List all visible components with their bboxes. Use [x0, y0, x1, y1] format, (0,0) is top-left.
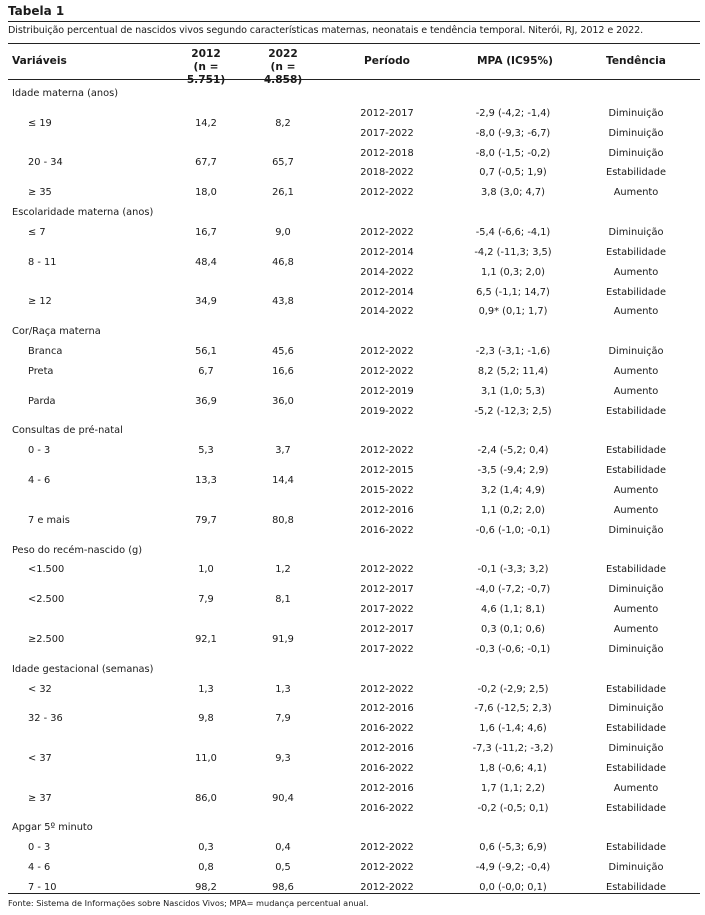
trend-mpa: 1,1 (0,3; 2,0) [481, 266, 545, 278]
trend-mpa: 3,8 (3,0; 4,7) [481, 187, 545, 199]
header-2022 [252, 48, 314, 87]
trend-mpa: -0,2 (-0,5; 0,1) [477, 802, 549, 814]
trend-mpa: -7,3 (-11,2; -3,2) [472, 743, 554, 755]
trend-direction: Diminuição [608, 862, 664, 874]
trend-period: 2016-2022 [360, 524, 414, 536]
trend-direction: Aumento [613, 187, 659, 199]
trend-mpa: -0,3 (-0,6; -0,1) [475, 643, 551, 655]
trend-direction: Estabilidade [606, 246, 666, 258]
value-2012: 48,4 [195, 256, 217, 268]
header-periodo: Período [364, 55, 410, 67]
category-label: < 32 [28, 683, 52, 695]
group-label: Idade materna (anos) [12, 88, 119, 99]
value-2022: 43,8 [272, 296, 294, 308]
value-2022: 16,6 [272, 365, 294, 377]
trend-direction: Estabilidade [606, 842, 666, 854]
value-2012: 0,8 [198, 862, 214, 874]
trend-mpa: -0,1 (-3,3; 3,2) [477, 564, 549, 576]
category-label: 7 e mais [28, 514, 70, 526]
table-footnote: Fonte: Sistema de Informações sobre Nascidos Vivos; MPA= mudança percentual anual. [8, 898, 369, 908]
trend-mpa: -2,3 (-3,1; -1,6) [475, 346, 551, 358]
trend-mpa: 0,6 (-5,3; 6,9) [479, 842, 547, 854]
trend-mpa: -8,0 (-9,3; -6,7) [475, 127, 551, 139]
group-label: Consultas de pré-natal [12, 425, 123, 437]
group-label: Idade gestacional (semanas) [12, 663, 154, 675]
category-label: 0 - 3 [28, 445, 51, 457]
trend-period: 2012-2022 [360, 564, 414, 576]
category-label: Preta [28, 365, 54, 377]
trend-direction: Estabilidade [606, 167, 666, 179]
value-2012: 79,7 [195, 514, 217, 526]
trend-direction: Estabilidade [606, 802, 666, 814]
trend-period: 2012-2017 [360, 107, 414, 119]
trend-period: 2012-2015 [360, 465, 414, 477]
trend-period: 2015-2022 [360, 485, 414, 496]
header-2022-n: (n = [270, 61, 296, 73]
value-2012: 67,7 [195, 157, 217, 169]
category-label: Branca [28, 346, 63, 358]
value-2012: 9,8 [198, 713, 214, 725]
trend-direction: Diminuição [608, 524, 664, 536]
group-label: Peso do recém-nascido (g) [12, 544, 143, 556]
trend-mpa: 6,5 (-1,1; 14,7) [476, 286, 550, 298]
trend-direction: Aumento [613, 782, 659, 794]
value-2012: 11,0 [195, 752, 217, 764]
header-2012 [176, 48, 236, 87]
value-2012: 92,1 [195, 633, 217, 645]
header-top-rule [8, 43, 700, 44]
category-label: 0 - 3 [28, 842, 51, 854]
category-label: ≥ 12 [28, 296, 52, 308]
trend-direction: Diminuição [608, 107, 664, 119]
value-2022: 3,7 [275, 445, 291, 457]
header-bottom-rule [8, 79, 700, 80]
table-caption: Distribuição percentual de nascidos vivos segundo características maternas, neonatais e tendência temporal. Niterói, RJ, 2012 e 2022. [8, 25, 644, 36]
trend-direction: Estabilidade [606, 405, 666, 417]
trend-direction: Estabilidade [606, 564, 666, 576]
value-2012: 6,7 [198, 365, 214, 377]
value-2012: 1,0 [198, 564, 214, 576]
trend-period: 2012-2022 [360, 226, 414, 238]
header-tendencia: Tendência [606, 55, 666, 67]
trend-direction: Aumento [613, 504, 659, 516]
trend-mpa: -4,0 (-7,2; -0,7) [475, 584, 551, 596]
table-label: Tabela 1 [8, 4, 65, 18]
trend-mpa: -2,4 (-5,2; 0,4) [477, 445, 549, 457]
value-2022: 1,3 [275, 683, 291, 695]
trend-direction: Diminuição [608, 147, 664, 159]
value-2012: 0,3 [198, 842, 214, 854]
trend-period: 2012-2014 [360, 246, 414, 258]
trend-direction: Estabilidade [606, 286, 666, 298]
trend-period: 2012-2022 [360, 365, 414, 377]
trend-mpa: -0,6 (-1,0; -0,1) [475, 524, 551, 536]
trend-mpa: -3,5 (-9,4; 2,9) [477, 465, 549, 477]
value-2022: 65,7 [272, 157, 294, 169]
trend-direction: Aumento [613, 623, 659, 635]
value-2012: 86,0 [195, 792, 217, 804]
value-2012: 7,9 [198, 594, 214, 606]
trend-mpa: 0,0 (-0,0; 0,1) [479, 882, 547, 893]
trend-direction: Estabilidade [606, 465, 666, 477]
trend-period: 2012-2018 [360, 147, 414, 159]
trend-period: 2016-2022 [360, 723, 414, 735]
trend-mpa: 3,2 (1,4; 4,9) [481, 485, 545, 496]
value-2022: 9,0 [275, 226, 291, 238]
value-2022: 9,3 [275, 752, 291, 764]
header-2012-n: (n = [193, 61, 219, 73]
trend-mpa: -4,9 (-9,2; -0,4) [475, 862, 551, 874]
value-2022: 8,1 [275, 594, 291, 606]
trend-period: 2012-2017 [360, 623, 414, 635]
trend-period: 2012-2017 [360, 584, 414, 596]
header-2012-year: 2012 [191, 48, 221, 60]
value-2022: 1,2 [275, 564, 291, 576]
value-2022: 0,5 [275, 862, 291, 874]
category-label: 7 - 10 [28, 882, 57, 893]
category-label: ≤ 7 [28, 226, 46, 238]
trend-direction: Diminuição [608, 743, 664, 755]
trend-mpa: -2,9 (-4,2; -1,4) [475, 107, 551, 119]
value-2012: 14,2 [195, 117, 217, 129]
trend-mpa: 1,6 (-1,4; 4,6) [479, 723, 547, 735]
group-label: Escolaridade materna (anos) [12, 207, 154, 219]
trend-period: 2012-2022 [360, 862, 414, 874]
trend-mpa: -0,2 (-2,9; 2,5) [477, 683, 549, 695]
trend-direction: Diminuição [608, 127, 664, 139]
category-label: < 37 [28, 752, 52, 764]
trend-mpa: 0,7 (-0,5; 1,9) [479, 167, 547, 179]
trend-mpa: -5,4 (-6,6; -4,1) [475, 226, 551, 238]
value-2012: 56,1 [195, 346, 217, 358]
value-2012: 13,3 [195, 475, 217, 487]
trend-period: 2012-2016 [360, 782, 414, 794]
trend-direction: Diminuição [608, 346, 664, 358]
category-label: ≥ 37 [28, 792, 52, 804]
header-2022-year: 2022 [268, 48, 298, 60]
trend-mpa: 1,1 (0,2; 2,0) [481, 504, 545, 516]
trend-mpa: -8,0 (-1,5; -0,2) [475, 147, 551, 159]
top-rule [8, 21, 700, 22]
trend-period: 2016-2022 [360, 762, 414, 774]
trend-direction: Aumento [613, 266, 659, 278]
trend-mpa: -7,6 (-12,5; 2,3) [474, 703, 552, 715]
trend-direction: Estabilidade [606, 445, 666, 457]
trend-mpa: 4,6 (1,1; 8,1) [481, 604, 545, 616]
category-label: <1.500 [28, 564, 65, 576]
value-2022: 45,6 [272, 346, 294, 358]
trend-period: 2016-2022 [360, 802, 414, 814]
trend-direction: Diminuição [608, 643, 664, 655]
trend-period: 2017-2022 [360, 604, 414, 616]
value-2012: 98,2 [195, 882, 217, 893]
trend-direction: Diminuição [608, 584, 664, 596]
trend-period: 2012-2022 [360, 346, 414, 358]
value-2022: 46,8 [272, 256, 294, 268]
value-2012: 36,9 [195, 395, 217, 407]
value-2022: 8,2 [275, 117, 291, 129]
value-2022: 26,1 [272, 187, 294, 199]
trend-period: 2017-2022 [360, 127, 414, 139]
trend-mpa: 3,1 (1,0; 5,3) [481, 385, 545, 397]
trend-direction: Estabilidade [606, 762, 666, 774]
trend-period: 2012-2022 [360, 882, 414, 893]
trend-period: 2012-2016 [360, 703, 414, 715]
trend-period: 2012-2022 [360, 683, 414, 695]
value-2022: 36,0 [272, 395, 294, 407]
category-label: ≥2.500 [28, 633, 65, 645]
group-label: Cor/Raça materna [12, 326, 101, 338]
trend-period: 2012-2019 [360, 385, 414, 397]
trend-period: 2019-2022 [360, 405, 414, 417]
table-bottom-rule [8, 893, 700, 894]
trend-mpa: -4,2 (-11,3; 3,5) [474, 246, 552, 258]
trend-mpa: 8,2 (5,2; 11,4) [477, 365, 549, 377]
value-2022: 90,4 [272, 792, 294, 804]
category-label: 4 - 6 [28, 862, 51, 874]
value-2012: 1,3 [198, 683, 214, 695]
trend-period: 2014-2022 [360, 266, 414, 278]
trend-direction: Estabilidade [606, 683, 666, 695]
value-2022: 14,4 [272, 475, 294, 487]
category-label: ≤ 19 [28, 117, 52, 129]
category-label: ≥ 35 [28, 187, 52, 199]
trend-period: 2018-2022 [360, 167, 414, 179]
trend-direction: Aumento [613, 306, 659, 318]
trend-direction: Aumento [613, 365, 659, 377]
category-label: <2.500 [28, 594, 65, 606]
category-label: Parda [28, 395, 56, 407]
trend-mpa: 1,8 (-0,6; 4,1) [479, 762, 547, 774]
trend-direction: Aumento [613, 485, 659, 496]
category-label: 20 - 34 [28, 157, 63, 169]
trend-period: 2012-2016 [360, 504, 414, 516]
trend-direction: Estabilidade [606, 882, 666, 893]
header-variaveis: Variáveis [12, 55, 67, 67]
trend-period: 2012-2022 [360, 187, 414, 199]
category-label: 32 - 36 [28, 713, 63, 725]
trend-period: 2012-2014 [360, 286, 414, 298]
value-2022: 98,6 [272, 882, 294, 893]
trend-mpa: -5,2 (-12,3; 2,5) [474, 405, 552, 417]
trend-mpa: 1,7 (1,1; 2,2) [481, 782, 545, 794]
trend-mpa: 0,3 (0,1; 0,6) [481, 623, 545, 635]
category-label: 4 - 6 [28, 475, 51, 487]
trend-period: 2012-2016 [360, 743, 414, 755]
category-label: 8 - 11 [28, 256, 57, 268]
trend-direction: Diminuição [608, 226, 664, 238]
value-2012: 5,3 [198, 445, 214, 457]
trend-direction: Aumento [613, 385, 659, 397]
value-2022: 80,8 [272, 514, 294, 526]
value-2022: 7,9 [275, 713, 291, 725]
group-label: Apgar 5º minuto [12, 822, 93, 834]
trend-period: 2014-2022 [360, 306, 414, 318]
trend-period: 2012-2022 [360, 842, 414, 854]
header-mpa: MPA (IC95%) [477, 55, 553, 67]
value-2012: 18,0 [195, 187, 217, 199]
value-2022: 91,9 [272, 633, 294, 645]
trend-direction: Estabilidade [606, 723, 666, 735]
trend-period: 2017-2022 [360, 643, 414, 655]
trend-direction: Aumento [613, 604, 659, 616]
value-2012: 34,9 [195, 296, 217, 308]
trend-direction: Diminuição [608, 703, 664, 715]
trend-period: 2012-2022 [360, 445, 414, 457]
value-2012: 16,7 [195, 226, 217, 238]
trend-mpa: 0,9* (0,1; 1,7) [478, 306, 548, 318]
value-2022: 0,4 [275, 842, 291, 854]
